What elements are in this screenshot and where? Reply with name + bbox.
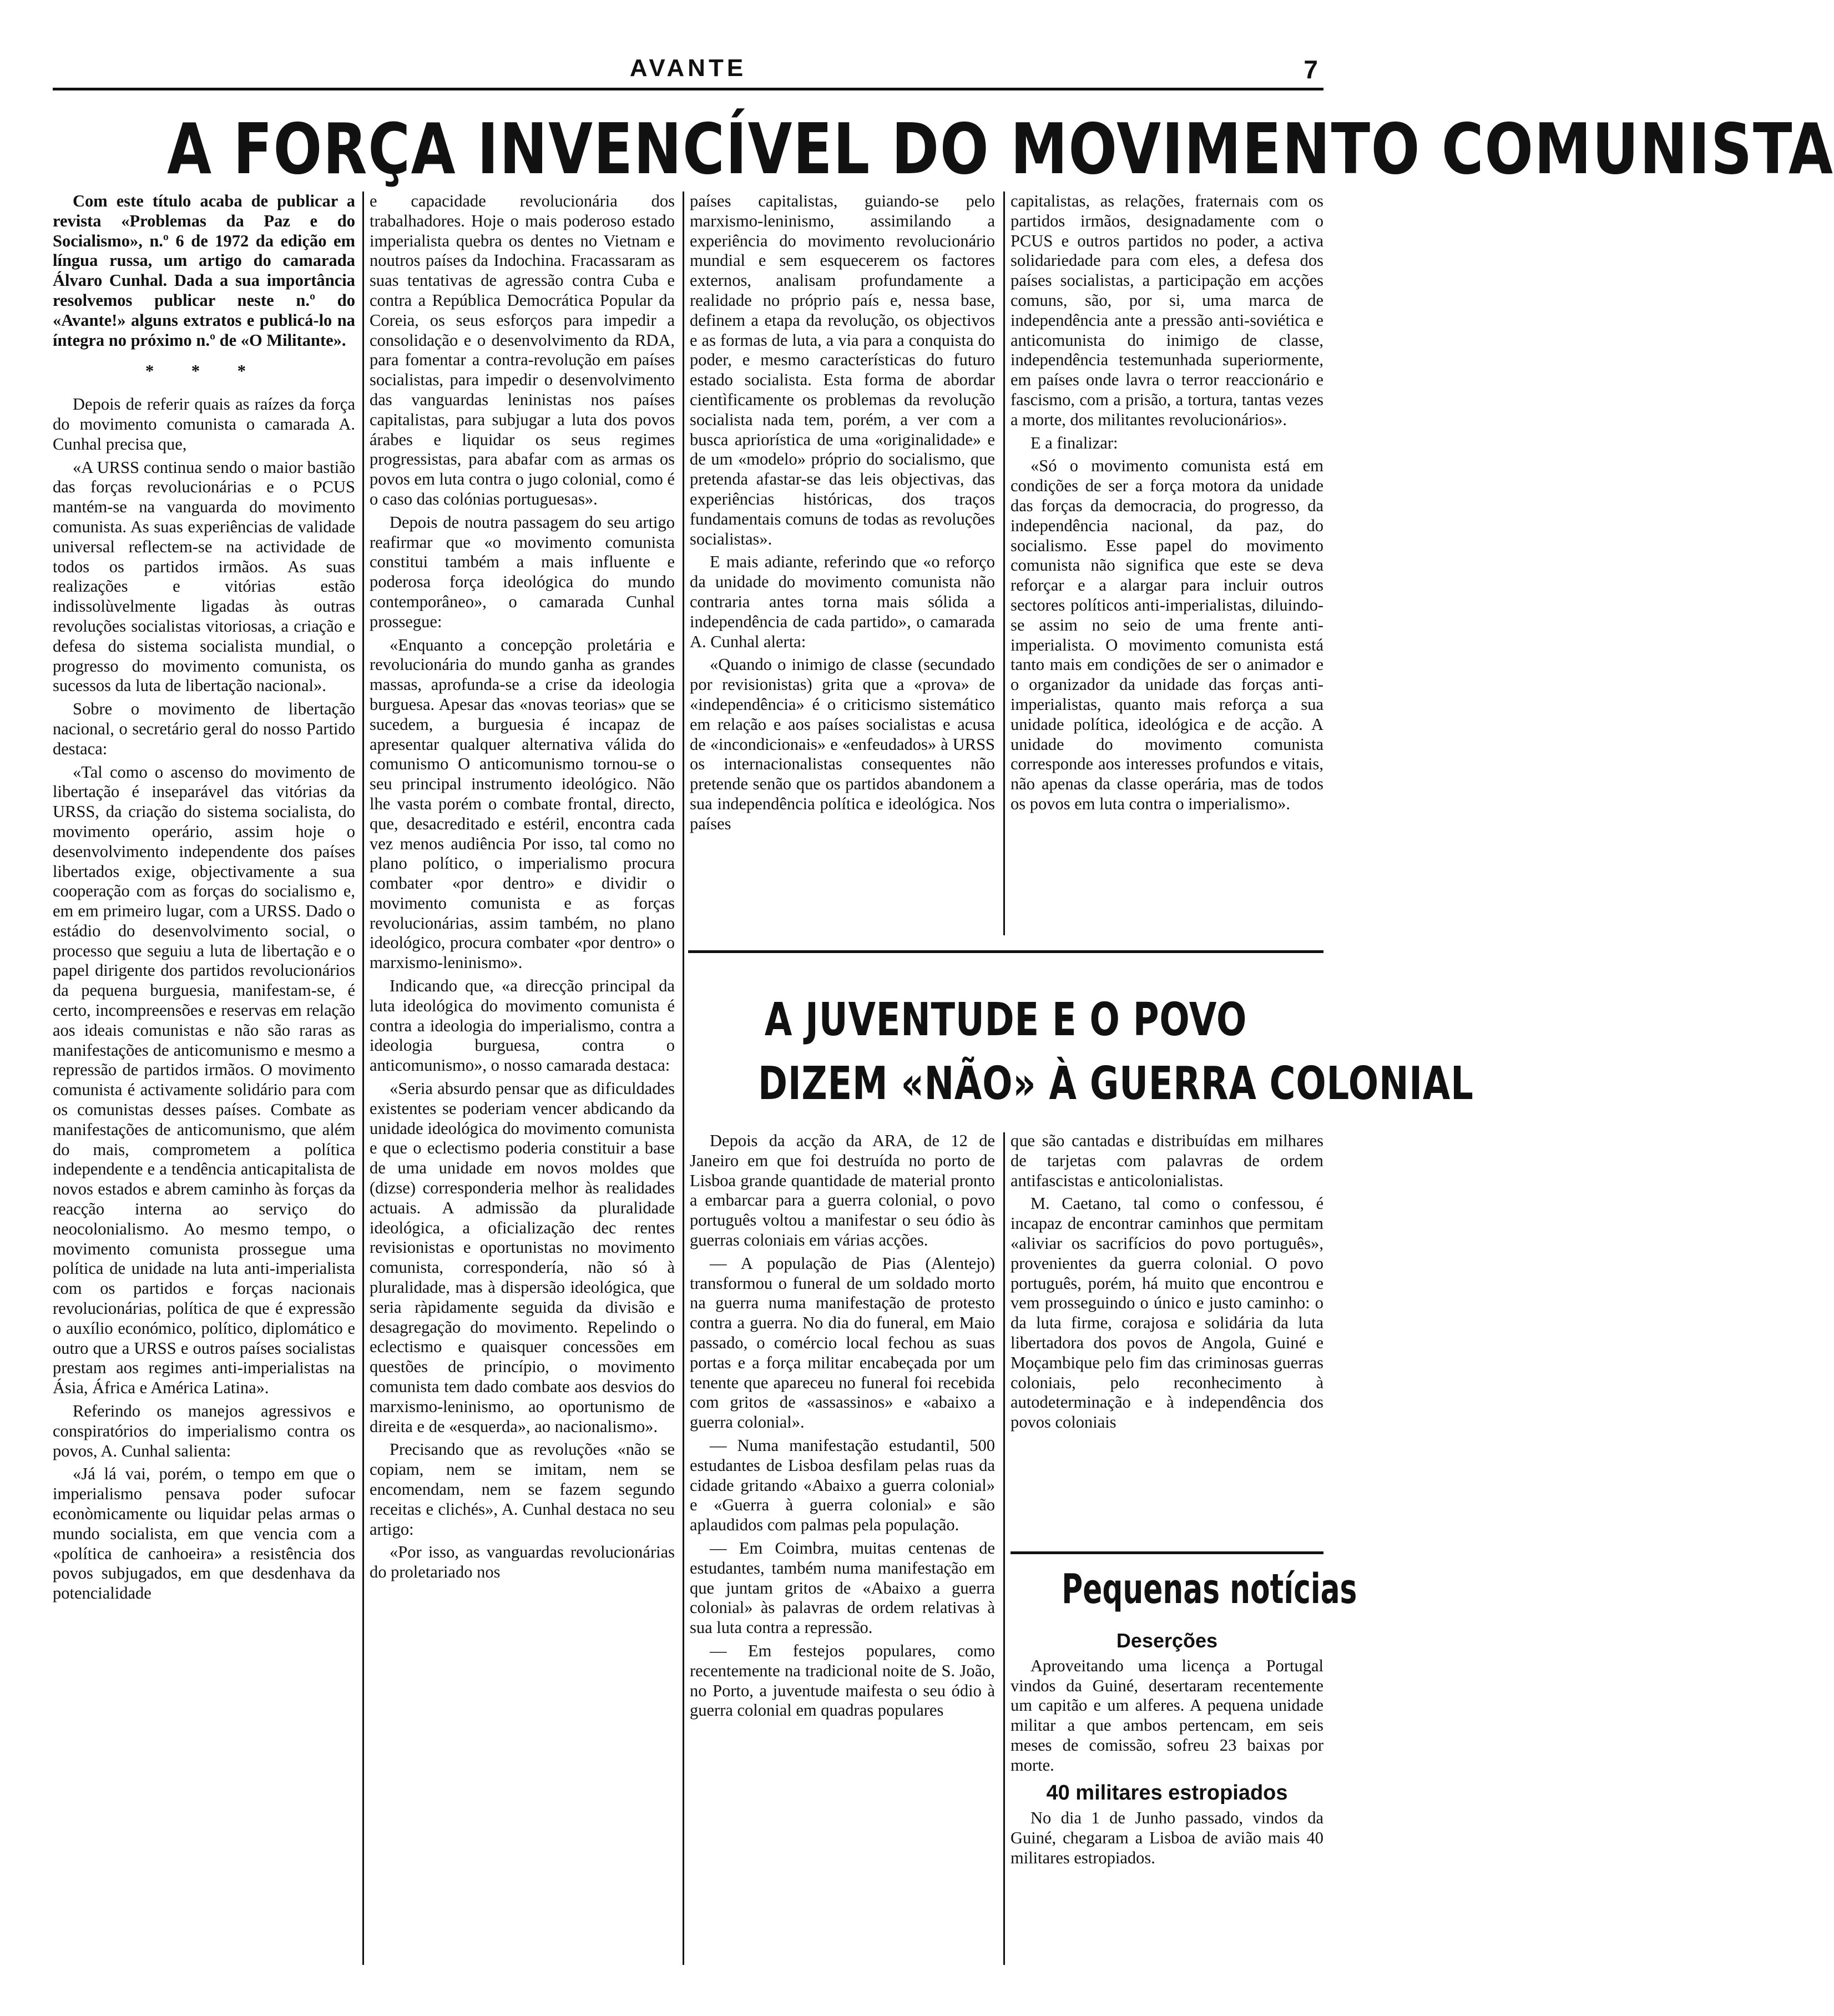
newspaper-name: AVANTE [629,54,747,82]
paragraph: que são cantadas e distribuídas em milhares de tarjetas com palavras de ordem antifascistas e anticolonialistas. [1011,1131,1323,1190]
paragraph: Depois de referir quais as raízes da força do movimento comunista o camarada A. Cunhal precisa que, [53,395,355,453]
paragraph: E a finalizar: [1030,433,1118,452]
paragraph: e capacidade revolucionária dos trabalhadores. Hoje o mais poderoso estado imperialista quebra os dentes no Vietnam e noutros países da Indochina. Fracassaram as suas tentativas de agressão contra Cuba e contra a República Democrática Popular da Coreia, os seus esforços para impedir a consolidação e o desenvolvimento da RDA, para fomentar a contra-revolução em países socialistas, para impedir o desenvolvimento das vanguardas leninistas nos países capitalistas, para subjugar a luta dos povos árabes e liquidar os seus regimes progressistas, para abafar com as armas os povos em luta contra o jugo colonial, como é o caso das colónias portuguesas». [370,191,675,508]
news-divider [1011,1551,1323,1554]
main-headline: A FORÇA INVENCÍVEL DO MOVIMENTO COMUNISTA [167,108,1834,190]
column-rule [1003,191,1005,935]
main-column-1 [53,191,355,1607]
column-rule [362,191,364,1965]
section-separator: * * * [145,361,262,381]
paragraph: «A URSS continua sendo o maior bastião das forças revolucionárias e o PCUS mantém-se na vanguarda do movimento comunista. As suas experiências de validade universal reflectem-se na actividade de todos os partidos irmãos. As suas realizações e vitórias estão indissolùvelmente ligadas às outras revoluções socialistas vitoriosas, a criação e defesa do sistema socialista mundial, o progresso do movimento comunista, os sucessos da luta de libertação nacional». [53,457,355,695]
main-column-2 [370,191,675,1586]
paragraph: Indicando que, «a direcção principal da luta ideológica do movimento comunista é contra a ideologia do imperialismo, contra a ideologia burguesa, contra o anticomunismo», o nosso camarada destaca: [370,976,675,1075]
paragraph: «Só o movimento comunista está em condições de ser a força motora da unidade das forças da democracia, do progresso, da independência nacional, da paz, do socialismo. Esse papel do movimento comunista não significa que este se deva reforçar e a alargar para incluir outros sectores políticos anti-imperialistas, diluindo-se assim no seio de uma frente anti-imperialista. O movimento comunista está tanto mais em condições de ser o animador e o organizador da unidade das forças anti-imperialistas, quanto mais reforça a sua unidade política, ideológica e de acção. A unidade do movimento comunista corresponde aos interesses profundos e vitais, não apenas da classe operária, mas de todos os povos em luta contra o imperialismo». [1011,456,1323,813]
paragraph: «Por isso, as vanguardas revolucionárias do proletariado nos [370,1543,675,1582]
paragraph: E mais adiante, referindo que «o reforço da unidade do movimento comunista não contraria antes torna mais sólida a independência de cada partido», o camarada A. Cunhal alerta: [690,552,995,651]
paragraph: Sobre o movimento de libertação nacional, o secretário geral do nosso Partido destaca: [53,699,355,758]
news-item-text: Aproveitando uma licença a Portugal vindos da Guiné, desertaram recentemente um capitão e um alferes. A pequena unidade militar a que ambos pertencam, em seis meses de comissão, sofreu 23 baixas por morte. [1011,1656,1323,1775]
main-column-3 [690,191,995,838]
youth-column-2 [1011,1131,1323,1436]
youth-headline-line-1: A JUVENTUDE E O POVO [764,994,1247,1046]
page-number: 7 [1303,55,1318,84]
paragraph: Depois da acção da ARA, de 12 de Janeiro em que foi destruída no porto de Lisboa grande quantidade de material pronto a embarcar para a guerra colonial, o povo português voltou a manifestar o seu ódio às guerras coloniais em várias acções. [690,1131,995,1249]
paragraph: — A população de Pias (Alentejo) transformou o funeral de um soldado morto na guerra numa manifestação de protesto contra a guerra. No dia do funeral, em Maio passado, o comércio local fechou as suas portas e a força militar encabeçada por um tenente que apareceu no funeral foi recebida com gritos de «assassinos» e «abaixo a guerra colonial». [690,1253,995,1432]
paragraph: «Já lá vai, porém, o tempo em que o imperialismo pensava poder sufocar econòmicamente ou liquidar pelas armas o mundo socialista, em que vencia com a «política de canhoeira» a resistência dos povos subjugados, em que desdenhava da potencialidade [53,1464,355,1603]
paragraph: Referindo os manejos agressivos e conspiratórios do imperialismo contra os povos, A. Cunhal salienta: [53,1402,355,1460]
paragraph: — Em festejos populares, como recentemente na tradicional noite de S. João, no Porto, a juventude maifesta o seu ódio à guerra colonial em quadras populares [690,1641,995,1720]
column-rule [683,191,684,1965]
paragraph: Depois de noutra passagem do seu artigo reafirmar que «o movimento comunista constitui também a mais influente e poderosa força ideológica do mundo contemporâneo», o camarada Cunhal prossegue: [370,512,675,631]
paragraph: M. Caetano, tal como o confessou, é incapaz de encontrar caminhos que permitam «aliviar os sacrifícios do povo português», provenientes da guerra colonial. O povo português, porém, há muito que encontrou e vem prosseguindo o único e justo caminho: o da luta firme, corajosa e solidária da luta libertadora dos povos de Angola, Guiné e Moçambique pelo fim das criminosas guerras coloniais, pelo reconhecimento à autodeterminação e à independência dos povos coloniais [1011,1194,1323,1432]
main-column-4 [1011,191,1323,818]
youth-headline-line-2: DIZEM «NÃO» À GUERRA COLONIAL [757,1057,1474,1110]
article-divider [688,950,1323,953]
news-section-title: Pequenas notícias [1062,1565,1357,1613]
masthead [53,54,1323,90]
news-item-title: Deserções [1116,1629,1218,1652]
paragraph: capitalistas, as relações, fraternais com os partidos irmãos, designadamente com o PCUS e outros partidos no poder, a activa solidariedade para com eles, a defesa dos países socialistas, a participação em acções comuns, são, por si, uma marca de independência ante a pressão anti-soviética e anticomunista do inimigo de classe, independência testemunhada superiormente, em países onde lavra o terror reaccionário e fascismo, com a prisão, a tortura, tantas vezes a morte, dos militantes revolucionários». [1011,191,1323,429]
news-item-title: 40 militares estropiados [1046,1781,1288,1805]
paragraph: — Em Coimbra, muitas centenas de estudantes, também numa manifestação em que juntam gritos de «Abaixo a guerra colonial» às palavras de ordem relativas à sua luta contra a repressão. [690,1538,995,1637]
column-rule [1003,1132,1005,1965]
youth-column-1 [690,1131,995,1724]
paragraph: — Numa manifestação estudantil, 500 estudantes de Lisboa desfilam pelas ruas da cidade gritando «Abaixo a guerra colonial» e «Guerra à guerra colonial» e são aplaudidos com palmas pela população. [690,1435,995,1535]
article-intro: Com este título acaba de publicar a revista «Problemas da Paz e do Socialismo», n.º 6 de 1972 da edição em língua russa, um artigo do camarada Álvaro Cunhal. Dada a sua importância resolvemos publicar neste n.º do «Avante!» alguns extratos e publicá-lo na íntegra no próximo n.º de «O Militante». [53,191,355,350]
news-column [1011,1626,1323,1872]
paragraph: países capitalistas, guiando-se pelo marxismo-leninismo, assimilando a experiência do movimento revolucionário mundial e sem esquecerem os factores externos, analisam profundamente a realidade no próprio país e, nessa base, definem a etapa da revolução, os objectivos e as formas de luta, a via para a conquista do poder, e mesmo características do futuro estado socialista. Esta forma de abordar cientìficamente os problemas da revolução socialista nada tem, porém, a ver com a busca apriorística de uma «originalidade» e de um «modelo» próprio do socialismo, que pretenda afastar-se das leis objectivas, das experiências históricas, dos traços fundamentais comuns de todas as revoluções socialistas». [690,191,995,548]
news-item-text: No dia 1 de Junho passado, vindos da Guiné, chegaram a Lisboa de avião mais 40 militares estropiados. [1011,1808,1323,1867]
paragraph: «Seria absurdo pensar que as dificuldades existentes se poderiam vencer abdicando da unidade ideológica do movimento comunista e que o eclectismo poderia constituir a base de uma unidade em novos moldes que (dizse) corresponderia melhor às realidades actuais. A admissão da pluralidade ideológica, a oficialização dec rentes revisionistas e oportunistas no movimento comunista, correspondería, não só à pluralidade, mas à dispersão ideológica, que seria ràpidamente seguida da divisão e desagregação do movimento. Repelindo o eclectismo e quaisquer concessões em questões de princípio, o movimento comunista tem dado combate aos desvios do marxismo-leninismo, ao oportunismo de direita e de «esquerda», ao nacionalismo». [370,1079,675,1436]
paragraph: «Quando o inimigo de classe (secundado por revisionistas) grita que a «prova» de «independência» é o criticismo sistemático em relação e aos países socialistas e acusa de «incondicionais» e «enfeudados» à URSS os internacionalistas consequentes não pretende senão que os partidos abandonem a sua independência política e ideológica. Nos países [690,655,995,833]
paragraph: «Enquanto a concepção proletária e revolucionária do mundo ganha as grandes massas, aprofunda-se a crise da ideologia burguesa. Apesar das «novas teorias» que se sucedem, a burguesia é incapaz de apresentar qualquer alternativa válida do comunismo O anticomunismo tornou-se o seu principal instrumento ideológico. Não lhe vasta porém o combate frontal, directo, que, desacreditado e estéril, encontra cada vez menos audiência Por isso, tal como no plano político, o imperialismo procura combater «por dentro» e dividir o movimento comunista e as forças revolucionárias, assim também, no plano ideológico, procura combater «por dentro» o marxismo-leninismo». [370,635,675,972]
paragraph: Precisando que as revoluções «não se copiam, nem se imitam, nem se encomendam, nem se fazem segundo receitas e clichés», A. Cunhal destaca no seu artigo: [370,1440,675,1539]
paragraph: «Tal como o ascenso do movimento de libertação é inseparável das vitórias da URSS, da criação do sistema socialista, do movimento operário, assim hoje o desenvolvimento independente dos países libertados exige, objectivamente a sua cooperação com as forças do socialismo e, em em primeiro lugar, com a URSS. Dado o estádio do desenvolvimento social, o processo que seguiu a luta de libertação e o papel dirigente dos partidos revolucionários da pequena burguesia, manifestam-se, é certo, incompreensões e reservas em relação aos ideais comunistas e não são raras as manifestações de anticomunismo e mesmo a repressão de partidos irmãos. O movimento comunista é activamente solidário para com os comunistas desses países. Combate as manifestações de anticomunismo, que além do mais, comprometem a política independente e a tendência anticapitalista de novos estados e abrem caminho às forças da reacção interna ao serviço do neocolonialismo. Ao mesmo tempo, o movimento comunista prossegue uma política de unidade na luta anti-imperialista com os partidos e forças nacionais revolucionárias, política de que é expressão o auxílio económico, político, diplomático e outro que a URSS e outros países socialistas prestam aos regimes anti-imperialistas na Ásia, África e América Latina». [53,762,355,1398]
